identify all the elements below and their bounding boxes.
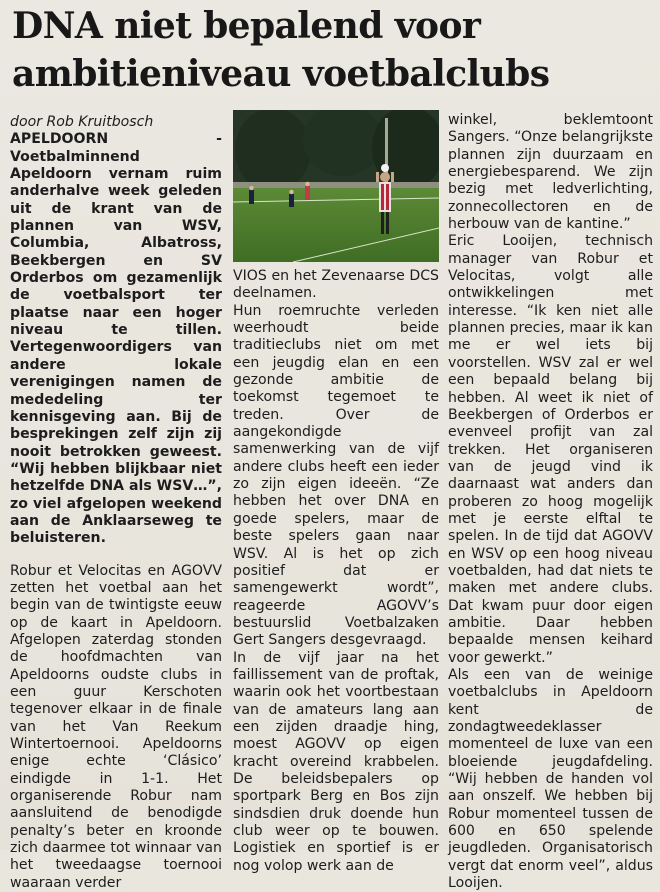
football-match-image <box>233 110 439 262</box>
headline-line-2: ambitieniveau voetbalclubs <box>12 53 550 95</box>
headline-line-1: DNA niet bepalend voor <box>12 5 481 47</box>
column-2 <box>233 268 439 875</box>
body-paragraph: Hun roemruchte verleden weerhoudt beide traditieclubs niet om met een jeugdig elan en een gezonde ambitie de toekomst tegemoet te treden. Over de aangekondigde samenwerking van de vijf andere clubs heeft een ieder zo zijn eigen ideeën. “Ze hebben het over DNA en goede spelers, maar de beste spelers gaan naar WSV. Al is het op zich positief dat er samengewerkt wordt”, reageerde AGOVV’s bestuurslid Voetbalzaken Gert Sangers desgevraagd. <box>233 302 439 649</box>
body-paragraph: Eric Looijen, technisch manager van Robur et Velocitas, volgt alle ontwikkelingen met interesse. “Ik ken niet alle plannen precies, maar ik kan me er wel iets bij voorstellen. WSV zal er wel een bepaald belang bij hebben. Al weet ik niet of Beekbergen of Orderbos er evenveel profijt van zal trekken. Het organiseren van de jeugd vind ik daarnaast wat anders dan proberen zo hoog mogelijk met je eerste elftal te spelen. In de tijd dat AGOVV en WSV op een hoog niveau voetbalden, had dat niets te maken met andere clubs. Dat kwam puur door eigen ambitie. Daar hebben bepaalde mensen keihard voor gewerkt.” <box>448 233 653 666</box>
body-paragraph: Als een van de weinige voetbalclubs in Apeldoorn kent de zondagtweedeklasser momenteel de luxe van een bloeiende jeugdafdeling. “Wij hebben de handen vol aan onszelf. We hebben bij Robur momenteel tussen de 600 en 650 spelende jeugdleden. Organisatorisch vergt dat enorm veel”, aldus Looijen. <box>448 667 653 892</box>
match-photo <box>233 110 439 262</box>
column-1 <box>10 114 222 892</box>
headline <box>12 2 652 98</box>
column-3 <box>448 112 653 892</box>
body-paragraph: winkel, beklemtoont Sangers. “Onze belangrijkste plannen zijn duurzaam en energiebesparend. We zijn bezig met ledverlichting, zonnecollectoren en de herbouw van de kantine.” <box>448 112 653 233</box>
lead-text: - Voetbalminnend Apeldoorn vernam ruim anderhalve week geleden uit de krant van de plannen van WSV, Columbia, Albatross, Beekbergen en SV Orderbos om gezamenlijk de voetbalsport ter plaatse naar een hoger niveau te tillen. Vertegenwoordigers van andere lokale verenigingen namen de mededeling ter kennisgeving aan. Bij de besprekingen zelf zijn zij nooit betrokken geweest. “Wij hebben blijkbaar niet hetzelfde DNA als WSV…”, zo viel afgelopen weekend aan de Anklaarseweg te beluisteren. <box>10 131 222 547</box>
byline: door Rob Kruitbosch <box>10 114 154 130</box>
body-paragraph: Robur et Velocitas en AGOVV zetten het voetbal aan het begin van de twintigste eeuw op de kaart in Apeldoorn. Afgelopen zaterdag stonden de hoofdmachten van Apeldoorns oudste clubs in een guur Kerschoten tegenover elkaar in de finale van het Van Reekum Wintertoernooi. Apeldoorns enige echte ‘Clásico’ eindigde in 1-1. Het organiserende Robur nam aansluitend de benodigde penalty’s beter en kroonde zich daarmee tot winnaar van het tweedaagse toernooi waaraan verder <box>10 562 222 891</box>
body-paragraph: In de vijf jaar na het faillissement van de proftak, waarin ook het voortbestaan van de amateurs lang aan een zijden draadje hing, moest AGOVV op eigen kracht overeind krabbelen. De beleidsbepalers op sportpark Berg en Bos zijn sindsdien druk doende hun club weer op te bouwen. Logistiek en sportief is er nog volop werk aan de <box>233 649 439 874</box>
body-paragraph: VIOS en het Zevenaarse DCS deelnamen. <box>233 268 439 302</box>
dateline: APELDOORN <box>10 131 109 148</box>
lead-paragraph <box>10 131 222 547</box>
